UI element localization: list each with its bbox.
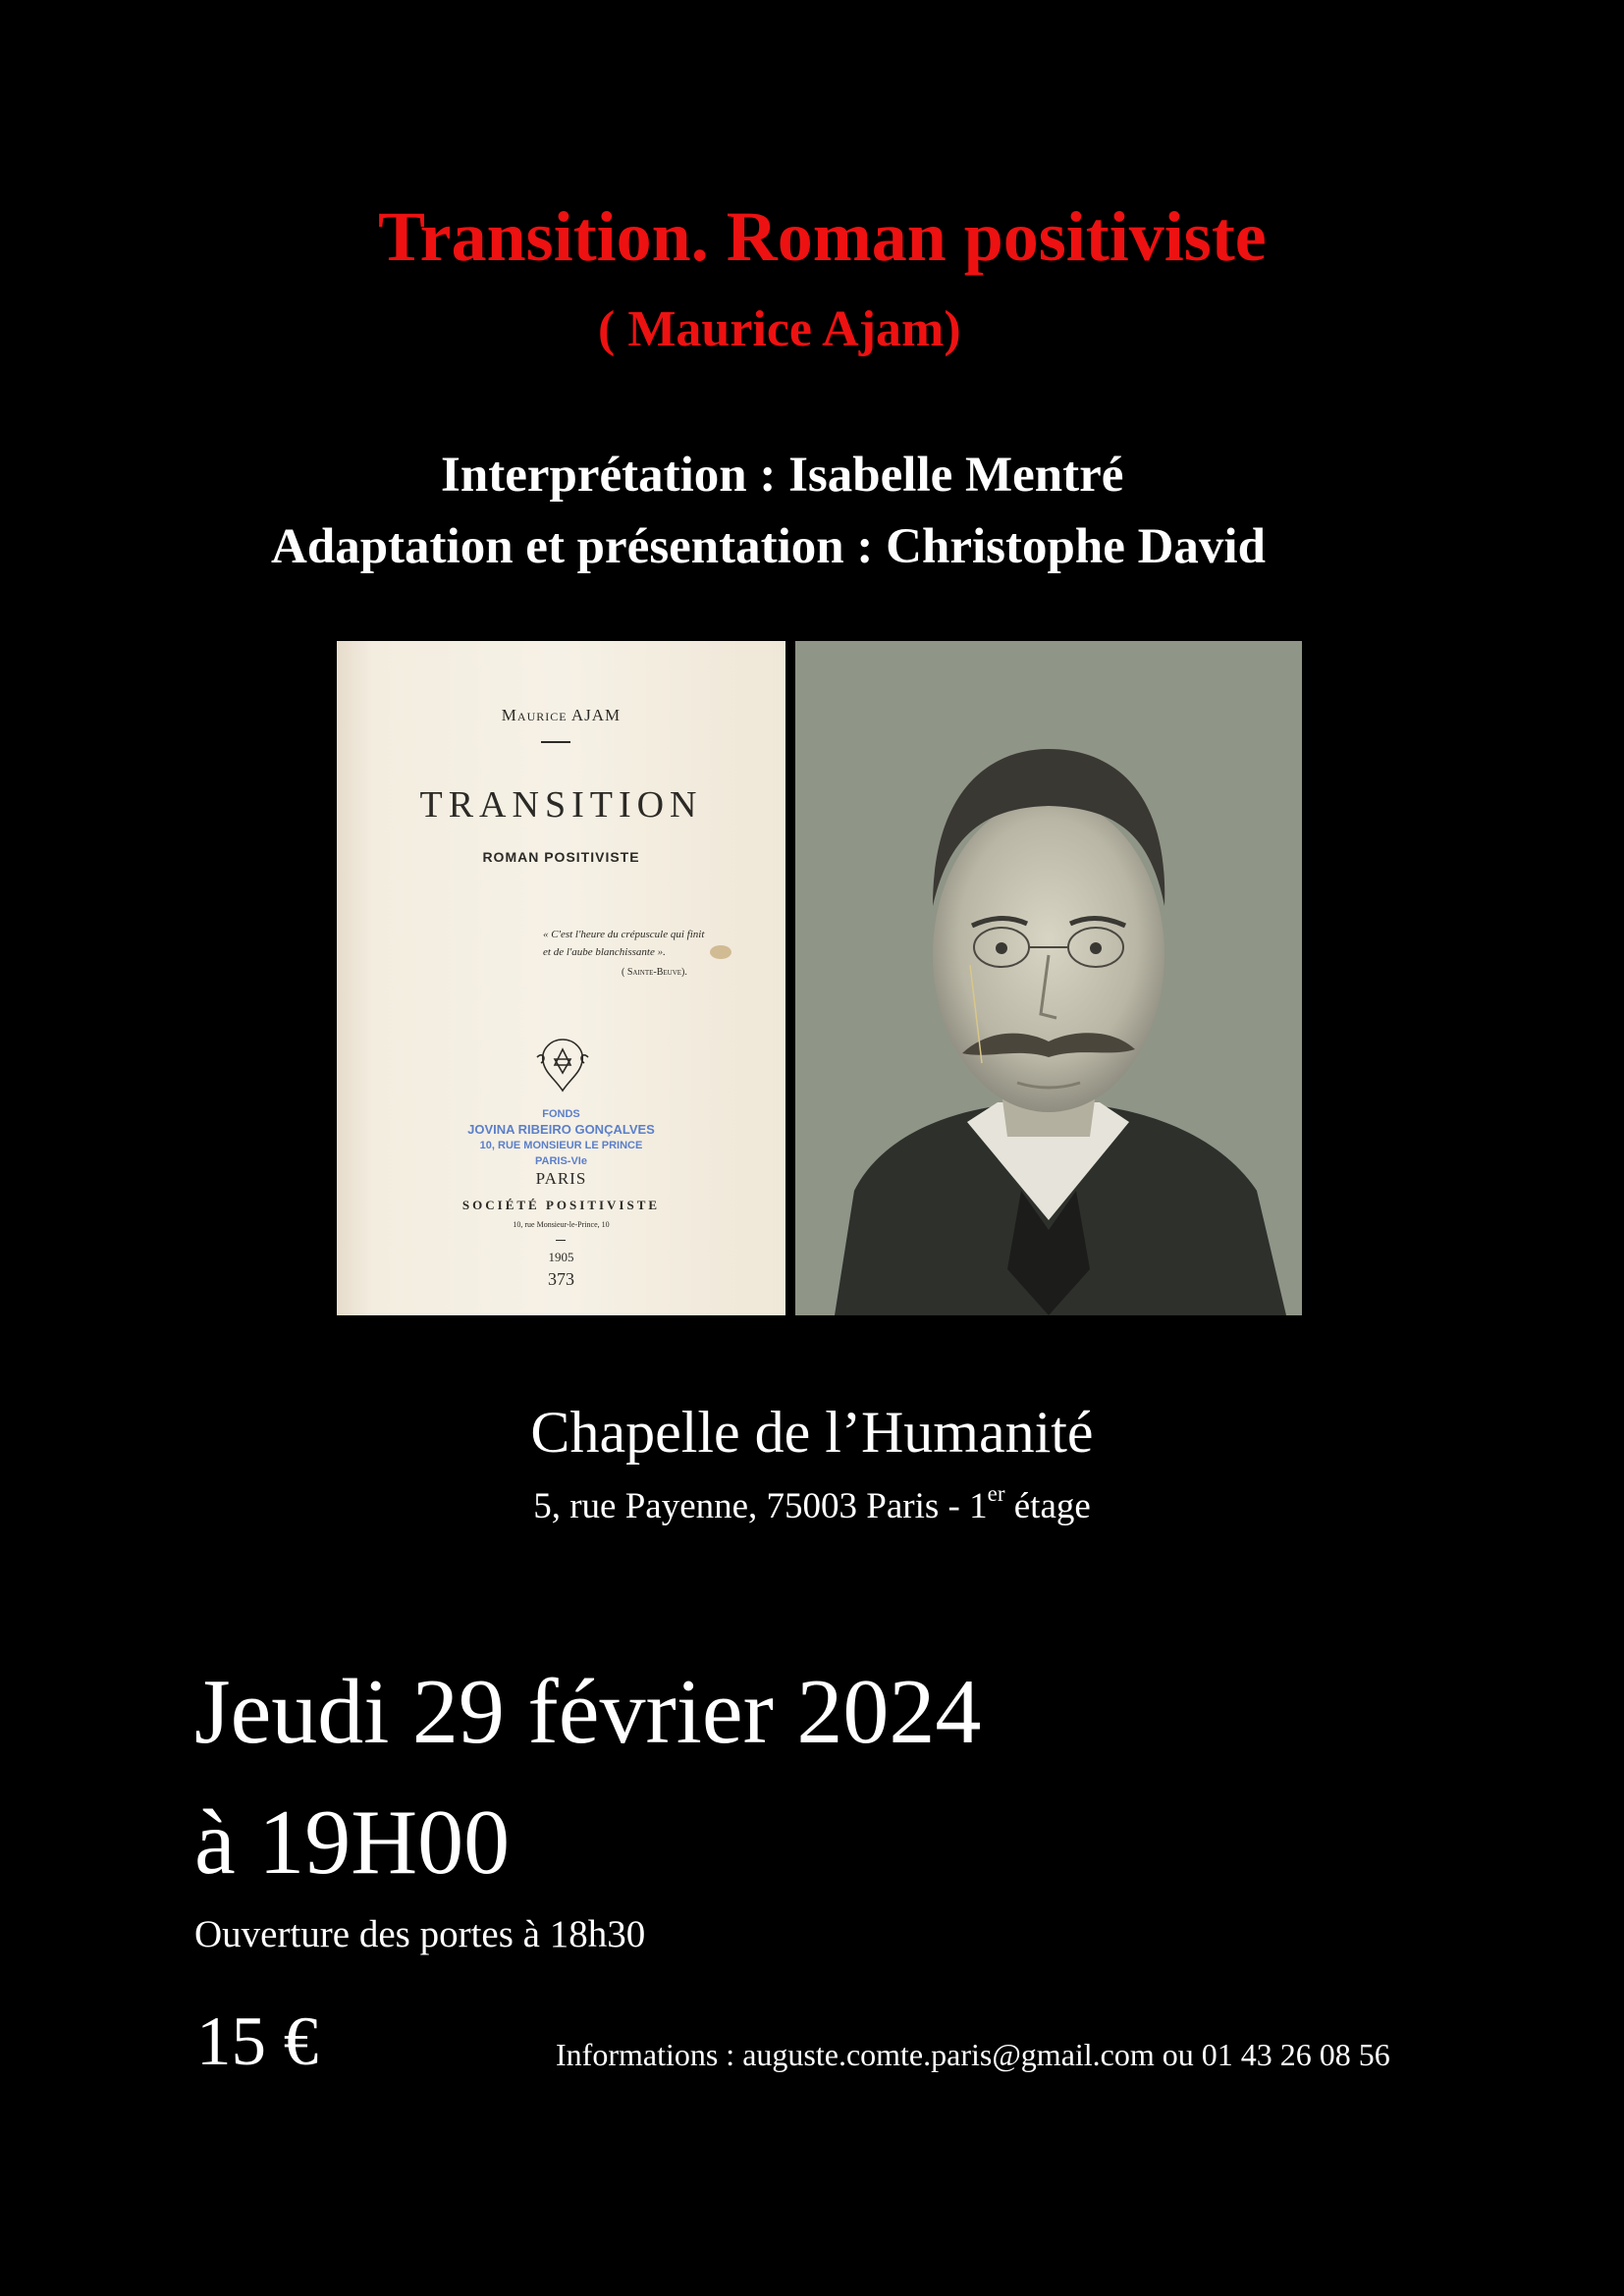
library-stamp [337,1106,785,1169]
book-epigraph-line2: et de l'aube blanchissante ». [543,946,666,958]
book-epigraph-line1: « C'est l'heure du crépuscule qui finit [543,929,705,940]
book-year: 1905 [548,1250,574,1264]
event-time: à 19H00 [194,1791,511,1894]
book-shelf-number: 373 [548,1269,574,1289]
portrait-image [795,641,1302,1315]
ticket-price: 15 € [196,2003,319,2080]
address-main: 5, rue Payenne, 75003 Paris - 1 [533,1486,988,1526]
paper-stain [710,945,731,959]
stamp-line-4: PARIS-VIe [535,1155,587,1167]
book-title-page-image [337,641,785,1315]
contact-info: Informations : auguste.comte.paris@gmail.com ou 01 43 26 08 56 [556,2037,1390,2072]
stamp-line-2: JOVINA RIBEIRO GONÇALVES [467,1122,655,1137]
address-floor: étage [1004,1486,1091,1526]
poster-title: Transition. Roman positiviste [378,197,1267,276]
performer-credit: Interprétation : Isabelle Mentré [441,448,1124,503]
book-rule [541,741,570,743]
adaptation-credit: Adaptation et présentation : Christophe David [271,519,1266,574]
book-publisher-address: 10, rue Monsieur-le-Prince, 10 [513,1220,610,1229]
portrait-drawing [795,641,1302,1315]
doors-open: Ouverture des portes à 18h30 [194,1913,646,1955]
venue-address [0,1481,1624,1527]
book-subtitle: ROMAN POSITIVISTE [482,849,640,865]
venue-name: Chapelle de l’Humanité [530,1400,1094,1465]
poster-author: ( Maurice Ajam) [598,301,961,357]
book-author: Maurice AJAM [501,706,622,724]
book-epigraph [543,926,704,961]
stamp-line-1: FONDS [542,1108,580,1120]
event-date: Jeudi 29 février 2024 [194,1661,982,1763]
stamp-line-3: 10, RUE MONSIEUR LE PRINCE [479,1140,643,1151]
book-city: PARIS [535,1169,587,1188]
book-epigraph-source: ( Sainte-Beuve). [622,967,687,978]
book-publisher: SOCIÉTÉ POSITIVISTE [461,1198,661,1212]
book-title: TRANSITION [419,784,703,826]
address-ordinal: er [987,1481,1005,1506]
book-dash [556,1240,566,1241]
ornament-icon [531,1034,594,1096]
